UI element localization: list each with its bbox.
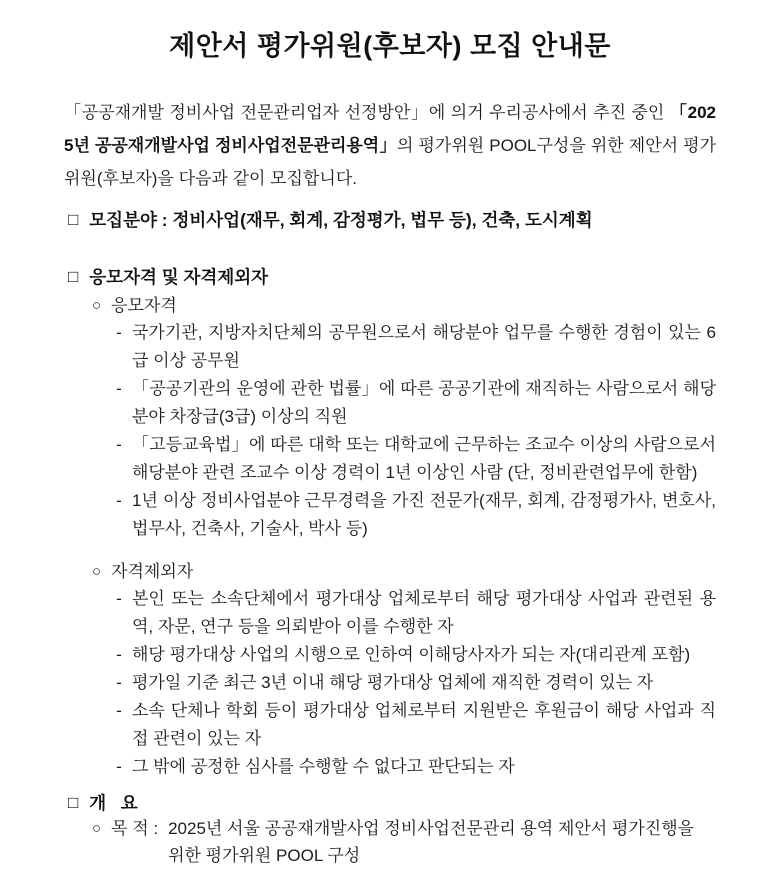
dash-bullet: - — [116, 701, 122, 720]
eligibility-item-text: 국가기관, 지방자치단체의 공무원으로서 해당분야 업무를 수행한 경험이 있는 6급 이상 공무원 — [132, 323, 716, 370]
intro-text-before: 「공공재개발 정비사업 전문관리업자 선정방안」에 의거 우리공사에서 추진 중인 — [64, 103, 670, 122]
subsection-heading-eligibility: 응모자격 — [111, 296, 177, 315]
purpose-text: 2025년 서울 공공재개발사업 정비사업전문관리 용역 제안서 평가진행을 위한 평가위원 POOL 구성 — [168, 819, 695, 865]
list-item — [114, 669, 716, 697]
dash-bullet: - — [116, 491, 122, 510]
purpose-label: 목 적 : — [111, 819, 159, 838]
dash-bullet: - — [116, 673, 122, 692]
dash-bullet: - — [116, 757, 122, 776]
document-title: 제안서 평가위원(후보자) 모집 안내문 — [169, 31, 611, 61]
section-heading-qualifications: 응모자격 및 자격제외자 — [89, 267, 269, 287]
overview-purpose — [92, 815, 716, 869]
exclusion-item-text: 본인 또는 소속단체에서 평가대상 업체로부터 해당 평가대상 사업과 관련된 용역, 자문, 연구 등을 의뢰받아 이를 수행한 자 — [132, 589, 716, 636]
exclusion-item-text: 그 밖에 공정한 심사를 수행할 수 없다고 판단되는 자 — [132, 757, 515, 776]
list-item — [114, 585, 716, 641]
list-item — [114, 375, 716, 431]
section-recruit-field — [68, 208, 716, 232]
dash-bullet: - — [116, 589, 122, 608]
dash-bullet: - — [116, 435, 122, 454]
eligibility-item-text: 1년 이상 정비사업분야 근무경력을 가진 전문가(재무, 회계, 감정평가사, 변호사, 법무사, 건축사, 기술사, 박사 등) — [132, 491, 716, 538]
exclusion-item-text: 평가일 기준 최근 3년 이내 해당 평가대상 업체에 재직한 경력이 있는 자 — [132, 673, 654, 692]
eligibility-item-text: 「고등교육법」에 따른 대학 또는 대학교에 근무하는 조교수 이상의 사람으로서 해당분야 관련 조교수 이상 경력이 1년 이상인 사람 (단, 정비관련업무에 한함) — [132, 435, 716, 482]
list-item — [114, 697, 716, 753]
list-item — [114, 431, 716, 487]
section-qualifications — [68, 265, 716, 289]
subsection-eligibility — [92, 293, 716, 319]
section-heading-recruit-field: 모집분야 : 정비사업(재무, 회계, 감정평가, 법무 등), 건축, 도시계획 — [89, 210, 593, 230]
square-bullet: □ — [68, 210, 79, 229]
circle-bullet: ○ — [92, 563, 102, 580]
section-heading-overview: 개 요 — [89, 793, 138, 813]
circle-bullet: ○ — [92, 820, 102, 837]
subsection-exclusions — [92, 559, 716, 585]
eligibility-item-text: 「공공기관의 운영에 관한 법률」에 따른 공공기관에 재직하는 사람으로서 해당분야 차장급(3급) 이상의 직원 — [132, 379, 716, 426]
project-name-bold: 「2025년 공공재개발사업 정비사업전문관리용역」 — [64, 103, 716, 155]
dash-bullet: - — [116, 379, 122, 398]
square-bullet: □ — [68, 793, 79, 812]
list-item — [114, 753, 716, 781]
dash-bullet: - — [116, 323, 122, 342]
list-item — [114, 319, 716, 375]
circle-bullet: ○ — [92, 297, 102, 314]
exclusion-item-text: 소속 단체나 학회 등이 평가대상 업체로부터 지원받은 후원금이 해당 사업과 직접 관련이 있는 자 — [132, 701, 716, 748]
dash-bullet: - — [116, 645, 122, 664]
intro-text-after: 의 평가위원 POOL구성을 위한 제안서 평가위원(후보자)을 다음과 같이 모집합니다. — [64, 136, 716, 188]
list-item — [114, 641, 716, 669]
square-bullet: □ — [68, 267, 79, 286]
intro-paragraph — [64, 96, 716, 195]
list-item — [114, 487, 716, 543]
subsection-heading-exclusions: 자격제외자 — [111, 562, 194, 581]
section-overview — [68, 791, 716, 815]
exclusion-item-text: 해당 평가대상 사업의 시행으로 인하여 이해당사자가 되는 자(대리관계 포함) — [132, 645, 691, 664]
